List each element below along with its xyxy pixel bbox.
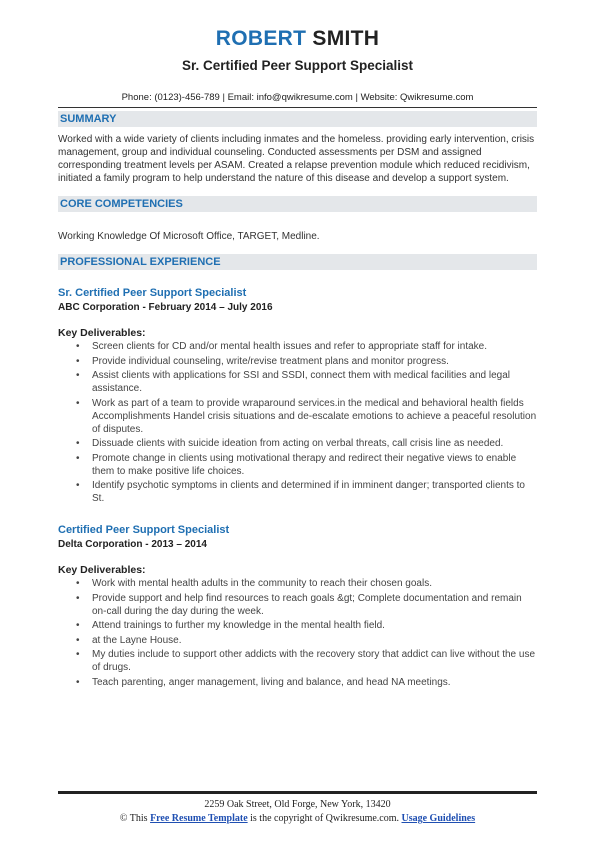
- bullet-icon: •: [76, 620, 80, 631]
- bullet-icon: •: [76, 452, 80, 464]
- list-item: • Teach parenting, anger management, living and balance, and head NA meetings.: [76, 676, 451, 688]
- footer-address: 2259 Oak Street, Old Forge, New York, 13420: [204, 799, 391, 810]
- list-item: • Identify psychotic symptoms in clients and determined if in imminent danger; transported clients to St.: [76, 480, 525, 504]
- first-name: ROBERT: [215, 27, 307, 50]
- job-company: Delta Corporation - 2013 – 2014: [58, 539, 207, 550]
- bullet-icon: •: [76, 341, 80, 352]
- deliverables-list: [58, 340, 537, 505]
- last-name: SMITH: [312, 27, 380, 50]
- key-deliverables-label: Key Deliverables:: [58, 564, 146, 576]
- list-item: • Dissuade clients with suicide ideation from acting on verbal threats, call crisis line as needed.: [76, 438, 504, 449]
- bullet-icon: •: [76, 480, 80, 491]
- list-item: • Work with mental health adults in the community to reach their chosen goals.: [76, 578, 432, 589]
- key-deliverables-label: Key Deliverables:: [58, 327, 146, 339]
- list-item: • Provide support and help find resources to reach goals &gt; Complete documentation and remain on-call during the day during the week.: [76, 592, 522, 617]
- bullet-icon: •: [76, 578, 80, 589]
- job-title: Sr. Certified Peer Support Specialist: [58, 287, 247, 299]
- experience-heading: PROFESSIONAL EXPERIENCE: [58, 254, 537, 270]
- list-item: • Attend trainings to further my knowledge in the mental health field.: [76, 620, 385, 631]
- bullet-icon: •: [76, 649, 80, 660]
- bullet-icon: •: [76, 355, 80, 367]
- bullet-icon: •: [76, 370, 80, 381]
- job-title: Certified Peer Support Specialist: [58, 524, 230, 536]
- bullet-icon: •: [76, 438, 80, 449]
- candidate-title: Sr. Certified Peer Support Specialist: [181, 58, 414, 73]
- bullet-icon: •: [76, 634, 80, 646]
- job-company: ABC Corporation - February 2014 – July 2016: [58, 302, 273, 313]
- footer-copyright: [0, 812, 595, 826]
- copyright-middle: is the copyright of Qwikresume.com.: [247, 813, 402, 824]
- footer-divider: [58, 791, 537, 794]
- bullet-icon: •: [76, 676, 80, 688]
- summary-section: [58, 111, 537, 185]
- usage-guidelines-link[interactable]: Usage Guidelines: [401, 813, 476, 824]
- list-item: • Assist clients with applications for SSI and SSDI, connect them with medical facilities and legal assistance.: [76, 370, 510, 394]
- competencies-text: Working Knowledge Of Microsoft Office, TARGET, Medline.: [58, 231, 320, 242]
- list-item: • at the Layne House.: [76, 634, 182, 646]
- list-item: • My duties include to support other addicts with the recovery story that addict can live without the use of drugs.: [76, 649, 536, 673]
- bullet-icon: •: [76, 397, 80, 409]
- list-item: • Provide individual counseling, write/revise treatment plans and monitor progress.: [76, 355, 449, 367]
- resume-header: [0, 0, 595, 108]
- page-footer: [0, 798, 595, 826]
- job-entry: [58, 286, 537, 505]
- job-entry: [58, 523, 537, 689]
- list-item: • Screen clients for CD and/or mental health issues and refer to appropriate staff for intake.: [76, 341, 488, 352]
- deliverables-list: [58, 577, 537, 689]
- contact-divider: [58, 107, 537, 108]
- summary-text: Worked with a wide variety of clients including inmates and the homeless. providing early intervention, crisis management, group and individual counseling. Conducted assessments per DSM and assigned corresponding treatment levels per ASAM. Created a relapse prevention module which reduced recidivism, initiated a family program to help understand the nature of this disease and develop a support system.: [58, 134, 535, 184]
- experience-section: [58, 254, 537, 689]
- competencies-heading: CORE COMPETENCIES: [58, 196, 537, 212]
- copyright-prefix: © This: [119, 813, 151, 824]
- list-item: • Promote change in clients using motivational therapy and redirect their negative views to enable them to make positive life choices.: [76, 452, 517, 477]
- list-item: • Work as part of a team to provide wraparound services.in the medical and behavioral health fields Accomplishments Handel crisis situations and de-escalate emotions to achieve a peaceful resolution of disputes.: [76, 397, 537, 435]
- summary-heading: SUMMARY: [58, 111, 537, 127]
- competencies-section: [58, 196, 537, 243]
- free-resume-template-link[interactable]: Free Resume Template: [150, 813, 248, 824]
- candidate-name: [0, 26, 595, 52]
- bullet-icon: •: [76, 592, 80, 604]
- contact-line: Phone: (0123)-456-789 | Email: info@qwikresume.com | Website: Qwikresume.com: [121, 92, 474, 103]
